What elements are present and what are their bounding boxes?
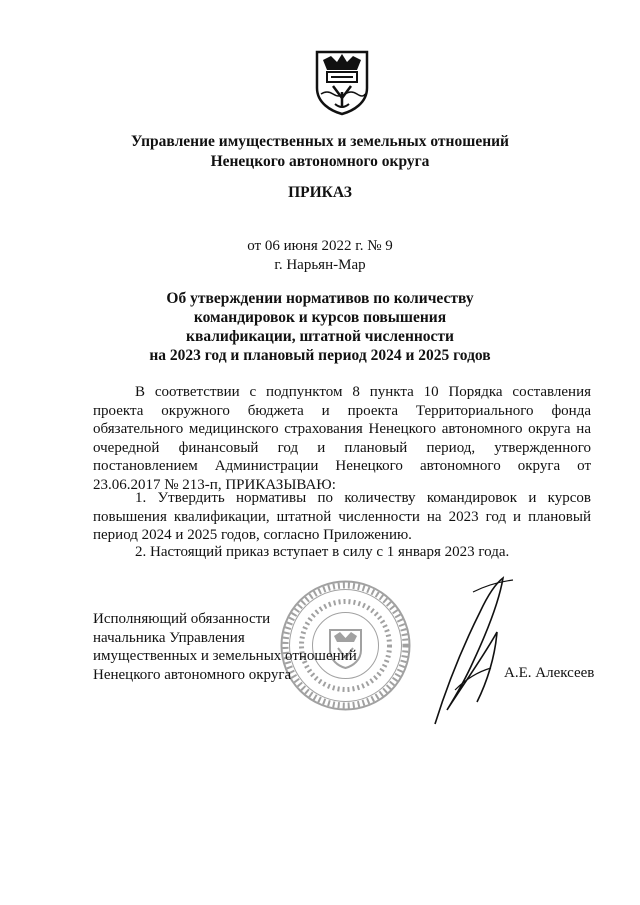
position-line-2: начальника Управления	[93, 629, 245, 646]
org-line-2: Ненецкого автономного округа	[210, 153, 430, 170]
subject-line-1: Об утверждении нормативов по количеству	[166, 290, 474, 307]
organization-name	[0, 132, 640, 172]
order-item-1: 1. Утвердить нормативы по количеству командировок и курсов повышения квалификации, штатной численности на 2023 год и плановый период 2024 и 2025 годов, согласно Приложению.	[93, 490, 591, 543]
document-meta	[0, 237, 640, 275]
subject-line-4: на 2023 год и плановый период 2024 и 2025 годов	[149, 347, 491, 364]
signatory-position	[93, 610, 357, 684]
city: г. Нарьян-Мар	[274, 257, 366, 273]
signatory-name: А.Е. Алексеев	[504, 665, 595, 681]
subject-line-2: командировок и курсов повышения	[193, 309, 447, 326]
order-item-2: 2. Настоящий приказ вступает в силу с 1 января 2023 года.	[135, 544, 510, 560]
document-subject	[0, 289, 640, 365]
position-line-4: Ненецкого автономного округа	[93, 666, 292, 683]
preamble-paragraph: В соответствии с подпунктом 8 пункта 10 Порядка составления проекта окружного бюджета и проекта Территориального фонда обязательного медицинского страхования Ненецкого автономного округа на очередной финансовый год и плановый период, утвержденного постановлением Администрации Ненецкого автономного округа от 23.06.2017 № 213-п, ПРИКАЗЫВАЮ:	[93, 384, 591, 493]
date-number: от 06 июня 2022 г. № 9	[247, 238, 393, 254]
handwritten-signature	[425, 572, 520, 732]
position-line-3: имущественных и земельных отношений	[93, 648, 357, 664]
document-type: ПРИКАЗ	[288, 184, 352, 201]
position-line-1: Исполняющий обязанности	[93, 611, 271, 627]
org-line-1: Управление имущественных и земельных отношений	[131, 133, 509, 150]
coat-of-arms-emblem	[313, 48, 371, 116]
subject-line-3: квалификации, штатной численности	[186, 328, 454, 345]
